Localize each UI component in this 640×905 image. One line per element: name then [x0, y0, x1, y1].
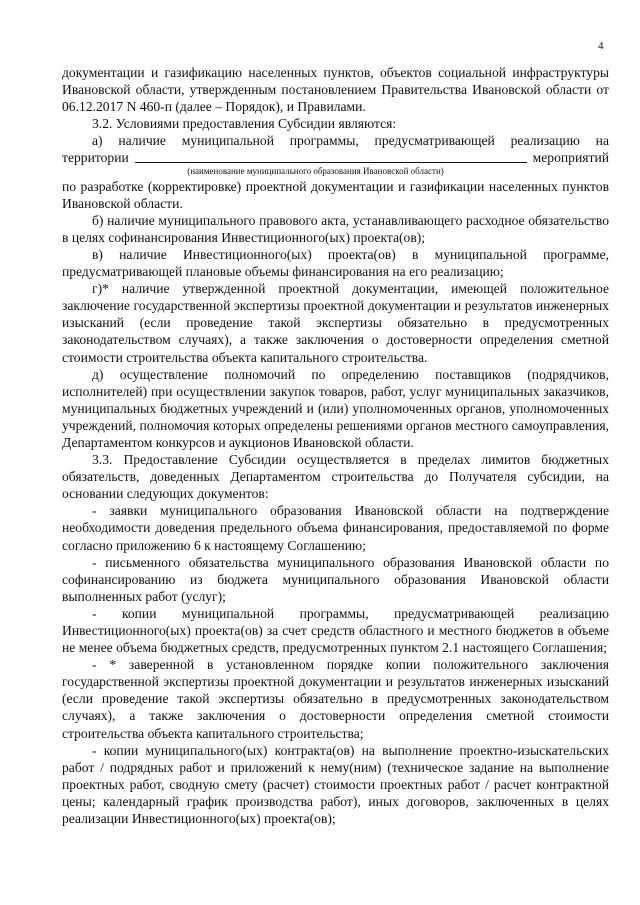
- paragraph-3-3: 3.3. Предоставление Субсидии осуществляется в пределах лимитов бюджетных обязательств, доведенных Департаментом строительства до Получателя субсидии, на основании следующих документов:: [62, 452, 609, 502]
- paragraph-condition-b: б) наличие муниципального правового акта, устанавливающего расходное обязательство в целях софинансирования Инвестиционного(ых) проекта(ов);: [62, 212, 609, 245]
- territory-label: территории: [62, 150, 129, 166]
- paragraph-condition-v: в) наличие Инвестиционного(ых) проекта(ов) в муниципальной программе, предусматривающей плановые объемы финансирования на его реализацию;: [62, 246, 609, 280]
- municipality-blank-field: [135, 152, 527, 163]
- paragraph-condition-a-continuation: по разработке (корректировке) проектной документации и газификации населенных пунктов Ивановской области.: [62, 178, 609, 211]
- list-item-expertise-copy: - * заверенной в установленном порядке копии положительного заключения государственной экспертизы проектной документации и результатов инженерных изысканий (если проведение такой экспертизы обязательно в предусмотренных законодательством случаях), а также заключения о достоверности определения сметной стоимости строительства объекта капитального строительства;: [62, 657, 609, 741]
- paragraph-condition-a: а) наличие муниципальной программы, предусматривающей реализацию на: [92, 133, 609, 149]
- paragraph-intro-continuation: документации и газификацию населенных пунктов, объектов социальной инфраструктуры Ивановской области, утвержденным постановлением Правительства Ивановской области от 06.12.2017 N 460-п (далее – Порядок), и Правилами.: [62, 65, 609, 115]
- list-item-applications: - заявки муниципального образования Ивановской области на подтверждение необходимости доведения предельного объема финансирования, предоставляемой по форме согласно приложению 6 к настоящему Соглашению;: [62, 503, 609, 553]
- list-item-cofinancing-obligation: - письменного обязательства муниципального образования Ивановской области по софинансированию из бюджета муниципального образования Ивановской области выполненных работ (услуг);: [62, 554, 609, 604]
- paragraph-condition-g: г)* наличие утвержденной проектной документации, имеющей положительное заключение государственной экспертизы проектной документации и результатов инженерных изысканий (если проведение такой экспертизы обязательно в предусмотренных законодательством случаях), а также заключения о достоверности определения сметной стоимости строительства объекта капитального строительства.: [62, 281, 609, 365]
- measures-label: мероприятий: [532, 150, 609, 166]
- page-number: 4: [598, 40, 604, 52]
- document-body: [62, 64, 609, 827]
- paragraph-3-2-heading: 3.2. Условиями предоставления Субсидии являются:: [92, 116, 397, 132]
- list-item-program-copy: - копии муниципальной программы, предусматривающей реализацию Инвестиционного(ых) проекта(ов) за счет средств областного и местного бюджетов в объеме не менее объема бюджетных средств, предусмотренных пунктом 2.1 настоящего Соглашения;: [62, 605, 609, 656]
- municipality-field-caption: (наименование муниципального образования Ивановской области): [187, 165, 444, 176]
- list-item-contract-copies: - копии муниципального(ых) контракта(ов) на выполнение проектно-изыскательских работ / подрядных работ и приложений к нему(ним) (техническое задание на выполнение проектных работ, сводную смету (расчет) стоимости проектных работ / расчет контрактной цены; календарный график производства работ), иных договоров, заключенных в целях реализации Инвестиционного(ых) проекта(ов);: [62, 742, 609, 827]
- paragraph-condition-d: д) осуществление полномочий по определению поставщиков (подрядчиков, исполнителей) при осуществлении закупок товаров, работ, услуг муниципальных заказчиков, муниципальных бюджетных учреждений и (или) уполномоченных органов, уполномоченных учреждений, полномочия которых определены решениями органов местного самоуправления, Департаментом конкурсов и аукционов Ивановской области.: [62, 366, 609, 450]
- territory-fill-line: [62, 149, 609, 166]
